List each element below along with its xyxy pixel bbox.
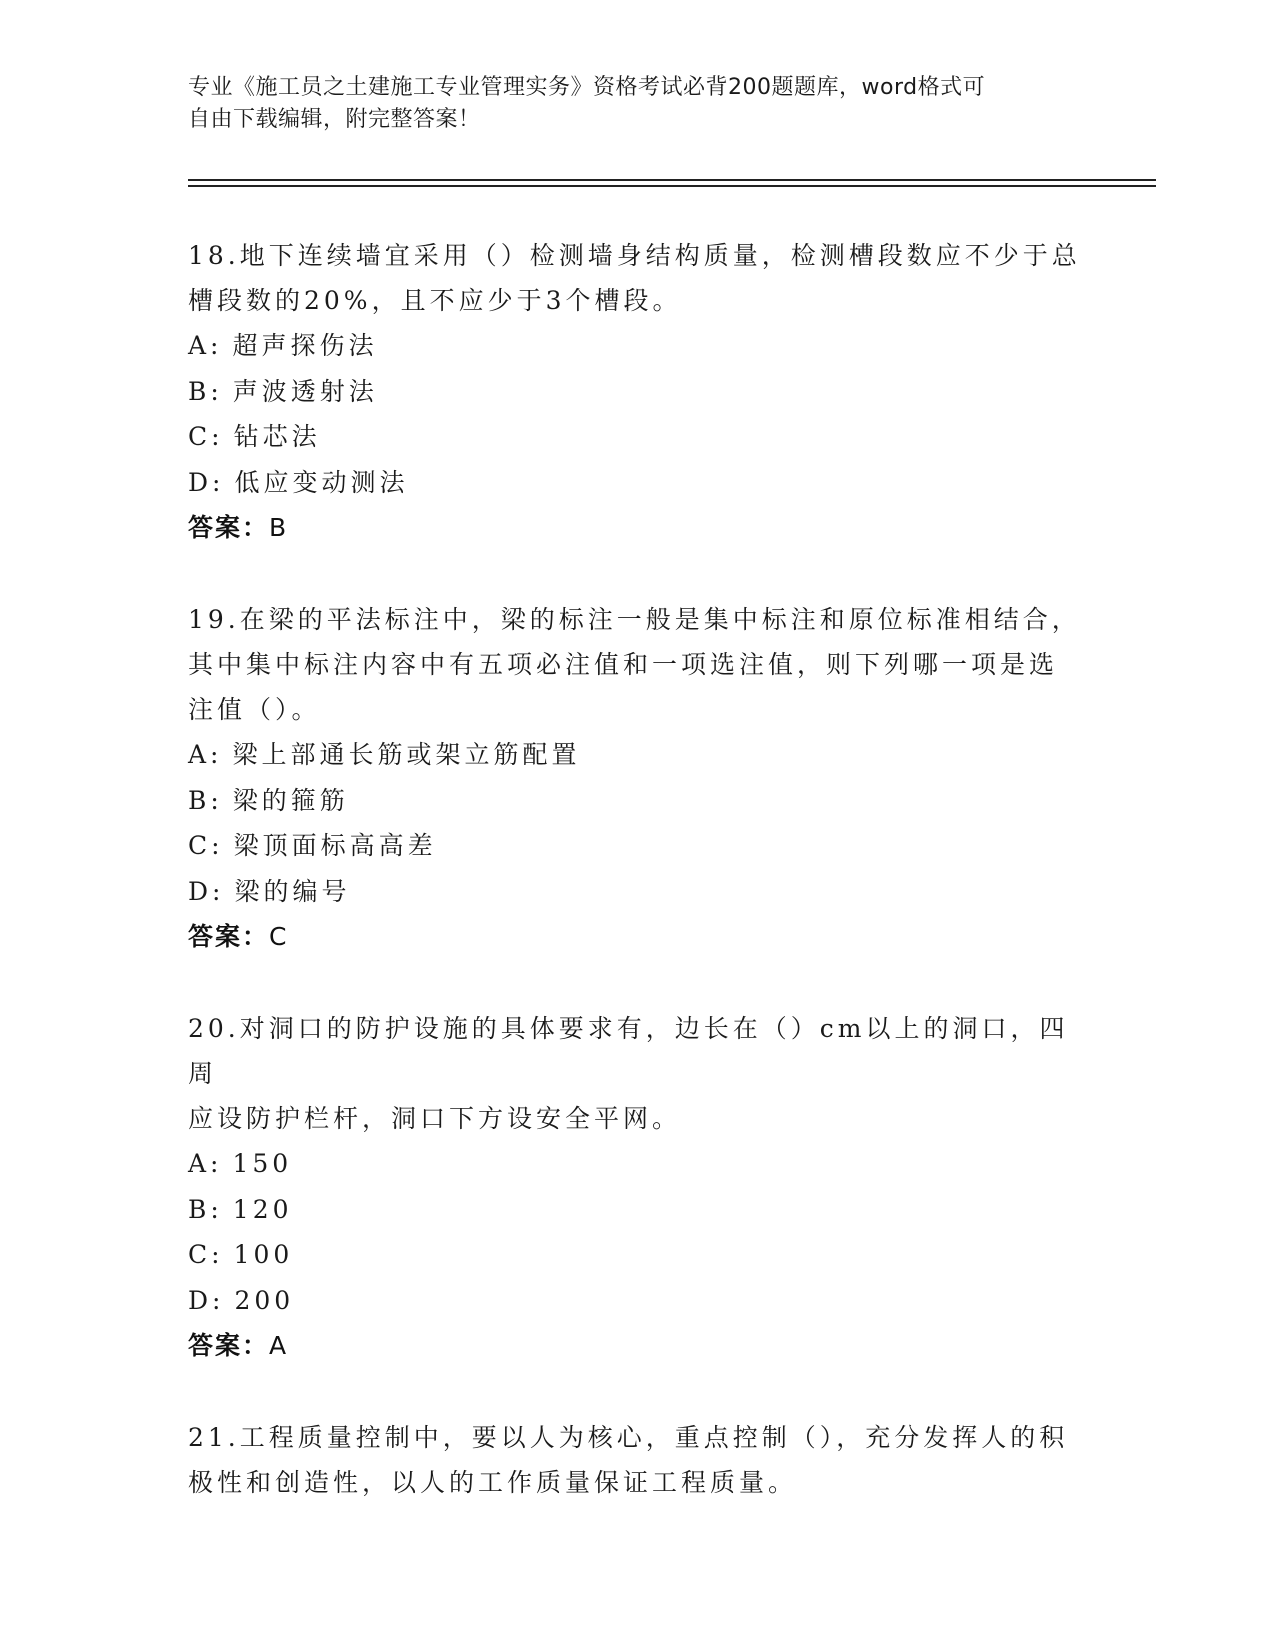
question-18 (188, 233, 1088, 551)
question-20 (188, 1006, 1088, 1369)
stem-line: 应设防护栏杆，洞口下方设安全平网。 (188, 1104, 682, 1133)
header-line-1: 专业《施工员之土建施工专业管理实务》资格考试必背200题题库，word格式可 (188, 75, 986, 100)
stem-line: 18.地下连续墙宜采用（）检测墙身结构质量，检测槽段数应不少于总 (188, 241, 1081, 270)
option-c: C: 钻芯法 (188, 422, 321, 451)
option-b: B: 梁的箍筋 (188, 785, 349, 815)
option-d: D: 低应变动测法 (188, 467, 409, 497)
answer-label: 答案： (188, 1331, 270, 1360)
answer-value: C (269, 922, 289, 951)
option-b: B: 120 (188, 1194, 293, 1224)
option-b: B: 声波透射法 (188, 376, 378, 406)
stem-line: 21.工程质量控制中，要以人为核心，重点控制（），充分发挥人的积 (188, 1423, 1069, 1452)
header-line-2: 自由下载编辑，附完整答案！ (188, 107, 481, 132)
question-stem (188, 1415, 1088, 1505)
stem-line: 注值（）。 (188, 695, 321, 724)
option-d: D: 梁的编号 (188, 876, 351, 906)
answer-line (188, 914, 1088, 960)
option-a: A: 150 (188, 1149, 293, 1178)
answer-line (188, 1323, 1088, 1369)
question-stem (188, 597, 1088, 732)
answer-value: B (269, 513, 289, 542)
option-list (188, 323, 1088, 505)
answer-value: A (269, 1331, 289, 1360)
option-list (188, 732, 1088, 914)
stem-line: 其中集中标注内容中有五项必注值和一项选注值，则下列哪一项是选 (188, 650, 1059, 679)
option-c: C: 100 (188, 1240, 294, 1269)
stem-line: 20.对洞口的防护设施的具体要求有，边长在（）cm以上的洞口，四周 (188, 1014, 1069, 1088)
question-list (188, 233, 1088, 1551)
header-divider-bottom (188, 185, 1156, 187)
answer-label: 答案： (188, 922, 270, 951)
option-a: A: 超声探伤法 (188, 331, 378, 360)
question-19 (188, 597, 1088, 960)
option-list (188, 1141, 1088, 1323)
stem-line: 极性和创造性，以人的工作质量保证工程质量。 (188, 1468, 798, 1497)
answer-label: 答案： (188, 513, 270, 542)
question-stem (188, 233, 1088, 323)
option-d: D: 200 (188, 1285, 295, 1315)
answer-line (188, 505, 1088, 551)
stem-line: 槽段数的20%，且不应少于3个槽段。 (188, 286, 682, 315)
option-c: C: 梁顶面标高高差 (188, 831, 437, 860)
question-stem (188, 1006, 1088, 1141)
header-divider-top (188, 179, 1156, 181)
question-21 (188, 1415, 1088, 1505)
stem-line: 19.在梁的平法标注中，梁的标注一般是集中标注和原位标准相结合， (188, 605, 1081, 634)
document-header (188, 72, 1068, 136)
option-a: A: 梁上部通长筋或架立筋配置 (188, 740, 581, 769)
